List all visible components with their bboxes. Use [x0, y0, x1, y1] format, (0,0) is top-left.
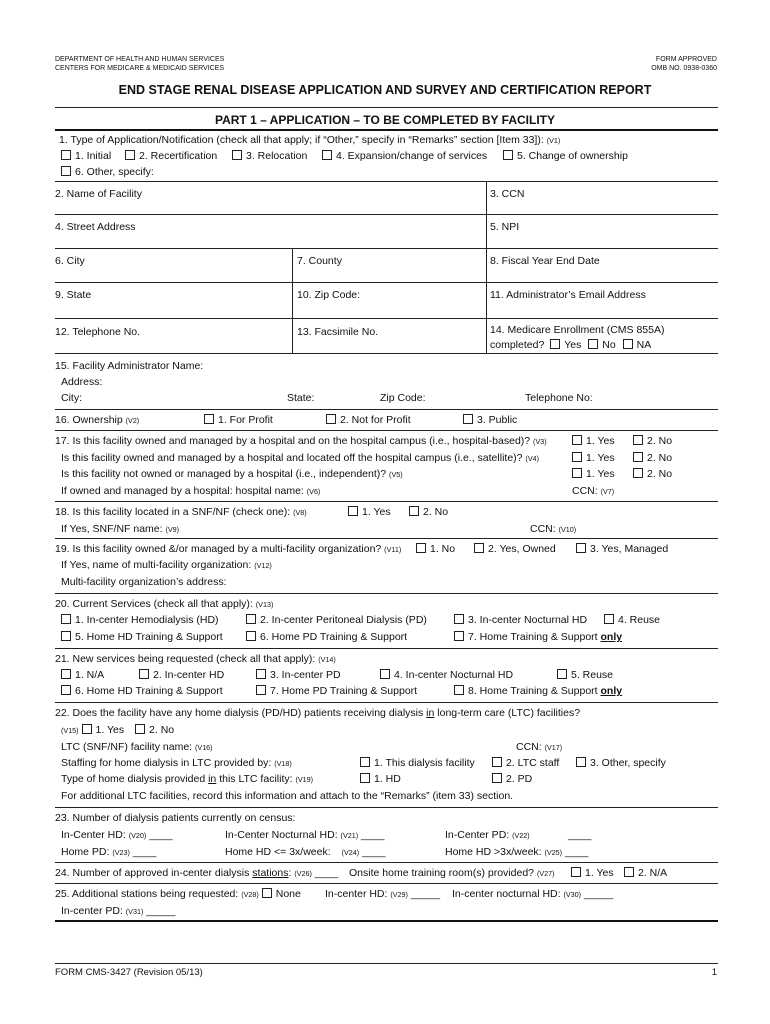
checkbox[interactable]: [492, 773, 502, 783]
q1-option-other[interactable]: 6. Other, specify:: [61, 166, 154, 178]
field-medicare-completed: completed? Yes No NA: [490, 339, 652, 351]
q16-for-profit[interactable]: 1. For Profit: [204, 414, 273, 426]
q20-opt2[interactable]: 2. In-center Peritoneal Dialysis (PD): [246, 614, 427, 626]
field-medicare-enrollment: 14. Medicare Enrollment (CMS 855A): [490, 324, 665, 336]
q22-type: Type of home dialysis provided in this LTC facility: (V19): [61, 773, 314, 785]
q22-staffing: Staffing for home dialysis in LTC provided by: (V18): [61, 757, 292, 769]
checkbox[interactable]: [360, 773, 370, 783]
checkbox[interactable]: [572, 435, 582, 445]
checkbox[interactable]: [604, 614, 614, 624]
q17-r3-no[interactable]: 2. No: [633, 468, 672, 480]
checkbox[interactable]: [454, 614, 464, 624]
checkbox[interactable]: [454, 631, 464, 641]
checkbox[interactable]: [474, 543, 484, 553]
field-admin-email[interactable]: 11. Administrator’s Email Address: [490, 289, 646, 301]
q19-org-name[interactable]: If Yes, name of multi-facility organization: (V12): [61, 559, 272, 571]
q20-opt3[interactable]: 3. In-center Nocturnal HD: [454, 614, 587, 626]
field-facsimile[interactable]: 13. Facsimile No.: [297, 326, 379, 338]
checkbox[interactable]: [348, 506, 358, 516]
q24-stations[interactable]: 24. Number of approved in-center dialysis stations: (V26) ____: [55, 867, 339, 879]
q15-state[interactable]: State:: [287, 392, 315, 404]
checkbox[interactable]: [61, 685, 71, 695]
q21-opt2[interactable]: 2. In-center HD: [139, 669, 224, 681]
q19-yes-managed[interactable]: 3. Yes, Managed: [576, 543, 668, 555]
q25-incenter-hd[interactable]: In-center HD: (V29) _____: [325, 888, 441, 900]
q23-incenter-nocturnal[interactable]: In-Center Nocturnal HD: (V21) ____: [225, 829, 385, 841]
checkbox[interactable]: [576, 543, 586, 553]
q22-staff-ltc[interactable]: 2. LTC staff: [492, 757, 559, 769]
medicare-no-checkbox[interactable]: [588, 339, 598, 349]
q22-no-checkbox[interactable]: [135, 724, 145, 734]
checkbox[interactable]: [557, 669, 567, 679]
checkbox[interactable]: [246, 614, 256, 624]
q15-zip[interactable]: Zip Code:: [380, 392, 426, 404]
checkbox[interactable]: [633, 435, 643, 445]
part-heading: PART 1 – APPLICATION – TO BE COMPLETED BY FACILITY: [214, 113, 556, 127]
q1-label: 1. Type of Application/Notification (check all that apply; if “Other,” specify in “Remarks” section [Item 33]): (V1): [59, 134, 561, 146]
q17-r2-no[interactable]: 2. No: [633, 452, 672, 464]
checkbox[interactable]: [416, 543, 426, 553]
q23-label: 23. Number of dialysis patients currently on census:: [55, 812, 296, 824]
checkbox[interactable]: [61, 669, 71, 679]
checkbox[interactable]: [503, 150, 513, 160]
medicare-yes-checkbox[interactable]: [550, 339, 560, 349]
q15-address[interactable]: Address:: [61, 376, 103, 388]
field-telephone[interactable]: 12. Telephone No.: [55, 326, 141, 338]
q22-additional-note: For additional LTC facilities, record this information and attach to the “Remarks” (item 33) section.: [61, 790, 514, 802]
q17-hospital-name[interactable]: If owned and managed by a hospital: hospital name: (V6): [61, 485, 321, 497]
q17-r3-yes[interactable]: 1. Yes: [572, 468, 615, 480]
q22-ltc-name[interactable]: LTC (SNF/NF) facility name: (V16): [61, 741, 213, 753]
q18-label: 18. Is this facility located in a SNF/NF (check one): (V8): [55, 506, 307, 518]
q19-yes-owned[interactable]: 2. Yes, Owned: [474, 543, 556, 555]
q21-opt4[interactable]: 4. In-center Nocturnal HD: [380, 669, 513, 681]
field-zip-code[interactable]: 10. Zip Code:: [297, 289, 361, 301]
q24-na[interactable]: 2. N/A: [624, 867, 667, 879]
q22-answer: (V15) 1. Yes 2. No: [61, 724, 175, 736]
q17-r1-yes[interactable]: 1. Yes: [572, 435, 615, 447]
q22-label: 22. Does the facility have any home dialysis (PD/HD) patients receiving dialysis in long-term care (LTC) facilities?: [55, 707, 581, 719]
q25-label: 25. Additional stations being requested: (V28) None: [55, 888, 301, 900]
checkbox[interactable]: [204, 414, 214, 424]
checkbox[interactable]: [139, 669, 149, 679]
q25-incenter-pd[interactable]: In-center PD: (V31) _____: [61, 905, 176, 917]
field-street-address[interactable]: 4. Street Address: [55, 221, 136, 233]
checkbox[interactable]: [61, 631, 71, 641]
q20-label: 20. Current Services (check all that apply): (V13): [55, 598, 274, 610]
q22-yes-checkbox[interactable]: [82, 724, 92, 734]
checkbox[interactable]: [409, 506, 419, 516]
q23-home-hd-gt3[interactable]: Home HD >3x/week: (V25) ____: [445, 846, 589, 858]
q23-incenter-pd-blank[interactable]: ____: [568, 829, 592, 841]
checkbox[interactable]: [576, 757, 586, 767]
checkbox[interactable]: [624, 867, 634, 877]
q25-incenter-nocturnal[interactable]: In-center nocturnal HD: (V30) _____: [452, 888, 614, 900]
q24-onsite-training: Onsite home training room(s) provided? (V27): [349, 867, 555, 879]
q22-staff-dialysis[interactable]: 1. This dialysis facility: [360, 757, 475, 769]
q23-home-hd-le3[interactable]: Home HD <= 3x/week: (V24) ____: [225, 846, 386, 858]
department-name: DEPARTMENT OF HEALTH AND HUMAN SERVICES CENTERS FOR MEDICARE & MEDICAID SERVICES: [55, 56, 225, 72]
q17-ccn[interactable]: CCN: (V7): [572, 485, 615, 497]
q23-incenter-pd[interactable]: In-Center PD: (V22): [445, 829, 530, 841]
q18-yes[interactable]: 1. Yes: [348, 506, 391, 518]
q25-none-checkbox[interactable]: [262, 888, 272, 898]
q16-public[interactable]: 3. Public: [463, 414, 517, 426]
q21-opt7[interactable]: 7. Home PD Training & Support: [256, 685, 417, 697]
field-ccn[interactable]: 3. CCN: [490, 188, 525, 200]
q15-telephone[interactable]: Telephone No:: [525, 392, 593, 404]
checkbox[interactable]: [256, 685, 266, 695]
q17-satellite: Is this facility owned and managed by a hospital and located off the hospital campus (i.e., satellite)? (V4): [61, 452, 540, 464]
checkbox[interactable]: [61, 166, 71, 176]
checkbox[interactable]: [360, 757, 370, 767]
q17-r1-no[interactable]: 2. No: [633, 435, 672, 447]
q1-option-relocation[interactable]: 3. Relocation: [232, 150, 307, 162]
q20-opt6[interactable]: 6. Home PD Training & Support: [246, 631, 407, 643]
q23-incenter-hd[interactable]: In-Center HD: (V20) ____: [61, 829, 173, 841]
checkbox[interactable]: [61, 614, 71, 624]
q22-staff-other[interactable]: 3. Other, specify: [576, 757, 666, 769]
medicare-na-checkbox[interactable]: [623, 339, 633, 349]
checkbox[interactable]: [125, 150, 135, 160]
q20-opt1[interactable]: 1. In-center Hemodialysis (HD): [61, 614, 219, 626]
q22-type-pd[interactable]: 2. PD: [492, 773, 532, 785]
form-approval: FORM APPROVED OMB NO. 0938-0360: [651, 56, 717, 72]
form-title: END STAGE RENAL DISEASE APPLICATION AND SURVEY AND CERTIFICATION REPORT: [118, 83, 652, 97]
q15-city[interactable]: City:: [61, 392, 82, 404]
q20-opt7[interactable]: 7. Home Training & Support only: [454, 631, 622, 643]
checkbox[interactable]: [256, 669, 266, 679]
field-city[interactable]: 6. City: [55, 255, 85, 267]
checkbox[interactable]: [572, 468, 582, 478]
q18-no[interactable]: 2. No: [409, 506, 448, 518]
q21-opt5[interactable]: 5. Reuse: [557, 669, 613, 681]
q20-opt5[interactable]: 5. Home HD Training & Support: [61, 631, 223, 643]
q23-home-pd[interactable]: Home PD: (V23) ____: [61, 846, 157, 858]
q17-r2-yes[interactable]: 1. Yes: [572, 452, 615, 464]
q21-opt1[interactable]: 1. N/A: [61, 669, 104, 681]
checkbox[interactable]: [326, 414, 336, 424]
checkbox[interactable]: [246, 631, 256, 641]
q18-ccn[interactable]: CCN: (V10): [530, 523, 577, 535]
checkbox[interactable]: [322, 150, 332, 160]
field-state[interactable]: 9. State: [55, 289, 92, 301]
q18-snf-name[interactable]: If Yes, SNF/NF name: (V9): [61, 523, 180, 535]
form-number: FORM CMS-3427 (Revision 05/13): [55, 967, 203, 978]
q1-option-ownership-change[interactable]: 5. Change of ownership: [503, 150, 628, 162]
field-county[interactable]: 7. County: [297, 255, 342, 267]
field-npi[interactable]: 5. NPI: [490, 221, 520, 233]
q19-org-address[interactable]: Multi-facility organization’s address:: [61, 576, 227, 588]
checkbox[interactable]: [492, 757, 502, 767]
q21-label: 21. New services being requested (check all that apply): (V14): [55, 653, 336, 665]
q21-opt8[interactable]: 8. Home Training & Support only: [454, 685, 622, 697]
q1-option-initial[interactable]: 1. Initial: [61, 150, 111, 162]
checkbox[interactable]: [571, 867, 581, 877]
q24-yes[interactable]: 1. Yes: [571, 867, 614, 879]
page-number: 1: [711, 967, 717, 978]
q1-option-recertification[interactable]: 2. Recertification: [125, 150, 217, 162]
field-fiscal-year-end[interactable]: 8. Fiscal Year End Date: [490, 255, 600, 267]
q21-opt3[interactable]: 3. In-center PD: [256, 669, 341, 681]
checkbox[interactable]: [61, 150, 71, 160]
q19-no[interactable]: 1. No: [416, 543, 455, 555]
checkbox[interactable]: [463, 414, 473, 424]
q20-opt4[interactable]: 4. Reuse: [604, 614, 660, 626]
q22-type-hd[interactable]: 1. HD: [360, 773, 401, 785]
q15-admin-name[interactable]: 15. Facility Administrator Name:: [55, 360, 204, 372]
checkbox[interactable]: [232, 150, 242, 160]
checkbox[interactable]: [572, 452, 582, 462]
q21-opt6[interactable]: 6. Home HD Training & Support: [61, 685, 223, 697]
field-facility-name[interactable]: 2. Name of Facility: [55, 188, 142, 200]
q1-option-expansion[interactable]: 4. Expansion/change of services: [322, 150, 487, 162]
checkbox[interactable]: [633, 468, 643, 478]
q16-not-for-profit[interactable]: 2. Not for Profit: [326, 414, 411, 426]
checkbox[interactable]: [380, 669, 390, 679]
q19-label: 19. Is this facility owned &/or managed by a multi-facility organization? (V11): [55, 543, 402, 555]
q22-ccn[interactable]: CCN: (V17): [516, 741, 563, 753]
q17-independent: Is this facility not owned or managed by a hospital (i.e., independent)? (V5): [61, 468, 403, 480]
q17-hospital-based: 17. Is this facility owned and managed by a hospital and on the hospital campus (i.e., hospital-based)? (V3): [55, 435, 547, 447]
checkbox[interactable]: [633, 452, 643, 462]
checkbox[interactable]: [454, 685, 464, 695]
q16-label: 16. Ownership (V2): [55, 414, 140, 426]
